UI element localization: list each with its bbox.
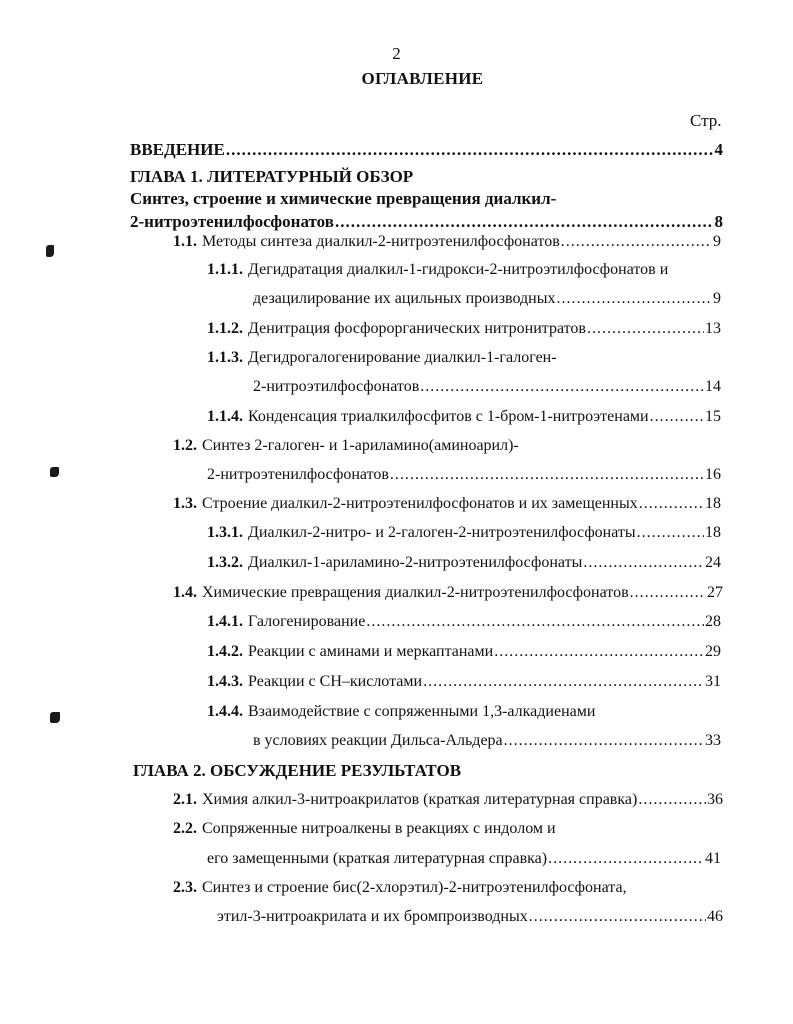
dot-leader [529,908,706,926]
section-title: Синтез и строение бис(2-хлорэтил)-2-нитроэтенилфосфоната, [202,879,627,896]
toc-1-4-1[interactable] [207,613,721,631]
section-title: Строение диалкил-2-нитроэтенилфосфонатов и их замещенных [202,495,638,512]
chapter-1-subheading: Синтез, строение и химические превращения диалкил- [130,189,557,208]
toc-1-1[interactable] [173,233,721,251]
toc-1-1-2[interactable] [207,320,721,338]
section-title: Реакции с СН–кислотами [248,673,423,690]
section-number: 1.3.1. [207,524,243,541]
toc-1-1-1-cont[interactable] [253,290,721,308]
dot-leader [639,495,704,513]
section-title: Конденсация триалкилфосфитов с 1-бром-1-нитроэтенами [248,408,649,425]
dot-leader [423,673,704,691]
section-title: Дегидрогалогенирование диалкил-1-галоген- [248,349,557,366]
section-number: 1.2. [173,437,197,454]
section-title-cont: дезацилирование их ацильных производных [253,290,556,307]
section-number: 1.1.3. [207,349,243,366]
toc-2-2-cont[interactable] [207,850,721,868]
toc-1-2-cont[interactable] [207,466,721,484]
toc-page: 15 [705,408,721,425]
toc-page: 46 [707,908,723,925]
toc-1-4[interactable] [173,584,723,602]
section-title: Диалкил-2-нитро- и 2-галоген-2-нитроэтенилфосфонаты [248,524,636,541]
section-title: Сопряженные нитроалкены в реакциях с индолом и [202,820,556,837]
toc-1-4-3[interactable] [207,673,721,691]
chapter-1-heading: ГЛАВА 1. ЛИТЕРАТУРНЫЙ ОБЗОР [130,167,414,186]
dot-leader [226,140,714,160]
toc-1-4-4-cont[interactable] [253,732,721,750]
toc-2-3-cont[interactable] [217,908,723,926]
dot-leader [335,212,714,232]
section-title-cont: 2-нитроэтилфосфонатов [253,378,420,395]
toc-page: 41 [705,850,721,867]
section-number: 1.1.4. [207,408,243,425]
section-title-cont: 2-нитроэтенилфосфонатов [207,466,389,483]
toc-1-1-3[interactable] [207,349,557,367]
toc-1-3-2[interactable] [207,554,721,572]
toc-1-4-2[interactable] [207,643,721,661]
toc-intro[interactable] [130,140,723,160]
dot-leader [420,378,704,396]
dot-leader [630,584,706,602]
dot-leader [650,408,704,426]
toc-1-3-1[interactable] [207,524,721,542]
toc-page: 9 [713,290,721,307]
section-number: 1.1.1. [207,261,243,278]
section-number: 2.1. [173,791,197,808]
dot-leader [561,233,712,251]
dot-leader [504,732,704,750]
dot-leader [390,466,704,484]
scan-mark [50,712,60,723]
toc-1-1-4[interactable] [207,408,721,426]
toc-page: 29 [705,643,721,660]
toc-page: 36 [707,791,723,808]
section-title: Взаимодействие с сопряженными 1,3-алкадиенами [248,703,596,720]
section-number: 1.3.2. [207,554,243,571]
toc-page: 13 [705,320,721,337]
toc-page: 8 [714,212,723,231]
section-number: 1.4.3. [207,673,243,690]
toc-2-2[interactable] [173,820,556,838]
toc-page: 18 [705,524,721,541]
toc-page: 14 [705,378,721,395]
toc-intro-label: ВВЕДЕНИЕ [130,140,225,159]
scan-mark [46,245,54,257]
section-title: Галогенирование [248,613,366,630]
section-title: Реакции с аминами и меркаптанами [248,643,494,660]
toc-page: 9 [713,233,721,250]
chapter-2-heading: ГЛАВА 2. ОБСУЖДЕНИЕ РЕЗУЛЬТАТОВ [133,761,462,780]
toc-2-3[interactable] [173,879,627,897]
toc-2-1[interactable] [173,791,723,809]
toc-page: 31 [705,673,721,690]
dot-leader [366,613,704,631]
section-title-cont: в условиях реакции Дильса-Альдера [253,732,503,749]
dot-leader [638,791,706,809]
dot-leader [556,290,712,308]
section-number: 1.4.2. [207,643,243,660]
toc-1-3[interactable] [173,495,721,513]
page-title: ОГЛАВЛЕНИЕ [361,69,484,88]
section-title: Методы синтеза диалкил-2-нитроэтенилфосфонатов [202,233,560,250]
scan-mark [50,467,59,477]
section-number: 1.4.1. [207,613,243,630]
section-number: 2.2. [173,820,197,837]
section-number: 1.1. [173,233,197,250]
section-title-cont: его замещенными (краткая литературная справка) [207,850,548,867]
section-number: 2.3. [173,879,197,896]
section-title: Химические превращения диалкил-2-нитроэтенилфосфонатов [202,584,629,601]
dot-leader [548,850,704,868]
toc-chapter-1[interactable] [130,212,723,232]
section-number: 1.4. [173,584,197,601]
page-column-label: Стр. [690,111,722,130]
dot-leader [637,524,704,542]
toc-1-1-3-cont[interactable] [253,378,721,396]
section-title-cont: этил-3-нитроакрилата и их бромпроизводных [217,908,528,925]
toc-page: 27 [707,584,723,601]
dot-leader [494,643,704,661]
page-number: 2 [392,44,401,63]
section-title: Синтез 2-галоген- и 1-ариламино(аминоарил)- [202,437,519,454]
toc-1-2[interactable] [173,437,519,455]
chapter-1-subheading-cont: 2-нитроэтенилфосфонатов [130,212,334,231]
section-title: Диалкил-1-ариламино-2-нитроэтенилфосфонаты [248,554,583,571]
toc-1-4-4[interactable] [207,703,595,721]
toc-page: 18 [705,495,721,512]
section-number: 1.3. [173,495,197,512]
dot-leader [583,554,704,572]
toc-page: 28 [705,613,721,630]
section-number: 1.1.2. [207,320,243,337]
toc-page: 24 [705,554,721,571]
toc-intro-page: 4 [714,140,723,159]
section-title: Дегидратация диалкил-1-гидрокси-2-нитроэтилфосфонатов и [248,261,669,278]
toc-page: 16 [705,466,721,483]
dot-leader [587,320,704,338]
section-title: Химия алкил-3-нитроакрилатов (краткая литературная справка) [202,791,638,808]
toc-1-1-1[interactable] [207,261,668,279]
section-number: 1.4.4. [207,703,243,720]
toc-page: 33 [705,732,721,749]
section-title: Денитрация фосфорорганических нитронитратов [248,320,586,337]
